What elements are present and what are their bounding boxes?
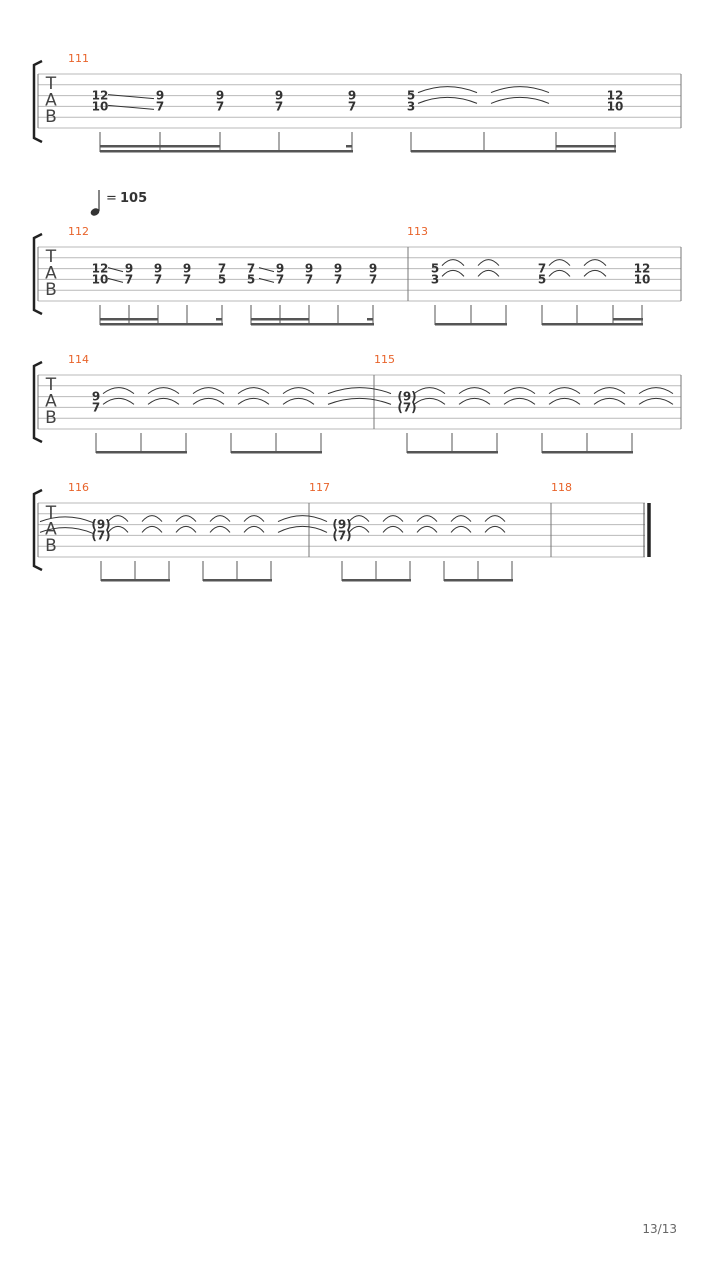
- fret-number: 7: [215, 99, 225, 114]
- measure-number: 117: [309, 481, 330, 494]
- fret-number: 9: [347, 88, 357, 103]
- tie-arc: [283, 398, 314, 404]
- tie-arc: [142, 516, 162, 522]
- page-number: 13/13: [642, 1222, 677, 1236]
- tie-arc: [459, 388, 490, 394]
- tie-arc: [478, 260, 499, 266]
- fret-number: 7: [347, 99, 357, 114]
- beam: [101, 579, 170, 582]
- fret-number: 12: [91, 261, 109, 276]
- tie-arc: [594, 388, 625, 394]
- beam: [542, 323, 643, 326]
- tab-clef-letter: B: [45, 408, 57, 428]
- fret-number: 7: [217, 261, 227, 276]
- fret-number: 3: [406, 99, 416, 114]
- tie-arc: [176, 526, 196, 532]
- tie-arc: [238, 388, 269, 394]
- fret-number: (7): [91, 528, 111, 543]
- beam: [231, 451, 322, 454]
- tie-arc: [639, 398, 673, 404]
- tie-arc: [418, 87, 477, 93]
- beam-secondary: [367, 318, 373, 321]
- fret-number: 5: [537, 272, 547, 287]
- fret-number: 3: [430, 272, 440, 287]
- beam: [342, 579, 411, 582]
- tie-arc: [478, 270, 499, 276]
- tie-arc: [451, 526, 471, 532]
- tie-arc: [244, 526, 264, 532]
- fret-number: 7: [274, 99, 284, 114]
- tie-arc: [349, 526, 369, 532]
- beam: [407, 451, 498, 454]
- tie-arc: [549, 388, 580, 394]
- fret-number: 5: [406, 88, 416, 103]
- tie-arc: [459, 398, 490, 404]
- tab-system: [34, 52, 681, 153]
- fret-number: 12: [633, 261, 651, 276]
- tie-arc: [584, 260, 606, 266]
- fret-number: 10: [606, 99, 624, 114]
- fret-number: 7: [91, 400, 101, 415]
- measure-number: 113: [407, 225, 428, 238]
- tab-system: [34, 481, 649, 582]
- tie-arc: [442, 260, 464, 266]
- fret-number: (9): [91, 517, 111, 532]
- beam: [435, 323, 507, 326]
- tie-arc: [594, 398, 625, 404]
- fret-number: 7: [368, 272, 378, 287]
- measure-number: 118: [551, 481, 572, 494]
- fret-number: 7: [155, 99, 165, 114]
- tab-clef-letter: A: [45, 391, 57, 412]
- tie-arc: [210, 516, 230, 522]
- beam: [100, 150, 353, 153]
- tie-arc: [442, 270, 464, 276]
- tie-arc: [176, 516, 196, 522]
- tie-arc: [278, 516, 327, 522]
- fret-number: 9: [91, 389, 101, 404]
- beam: [542, 451, 633, 454]
- fret-number: 12: [91, 88, 109, 103]
- fret-number: 9: [124, 261, 134, 276]
- tie-arc: [383, 526, 403, 532]
- tab-clef-letter: A: [45, 90, 57, 111]
- tie-arc: [549, 270, 570, 276]
- tie-arc: [418, 97, 477, 103]
- fret-number: 7: [537, 261, 547, 276]
- measure-number: 115: [374, 353, 395, 366]
- fret-number: 9: [274, 88, 284, 103]
- tempo-equals: =: [106, 191, 117, 206]
- tempo-marking: [89, 190, 147, 217]
- tab-clef-letter: T: [45, 247, 57, 267]
- fret-number: 7: [182, 272, 192, 287]
- fret-number: 5: [217, 272, 227, 287]
- tie-arc: [108, 516, 128, 522]
- fret-number: (9): [397, 389, 417, 404]
- fret-number: 9: [182, 261, 192, 276]
- beam-secondary: [556, 145, 616, 148]
- beam: [100, 323, 223, 326]
- beam-secondary: [346, 145, 352, 148]
- measure-number: 111: [68, 52, 89, 65]
- beam-secondary: [216, 318, 222, 321]
- fret-number: 5: [430, 261, 440, 276]
- tie-arc: [278, 526, 327, 532]
- measure-number: 114: [68, 353, 89, 366]
- tab-clef-letter: A: [45, 263, 57, 284]
- beam-secondary: [251, 318, 309, 321]
- tie-arc: [549, 398, 580, 404]
- tie-arc: [485, 516, 505, 522]
- tie-arc: [549, 260, 570, 266]
- tie-arc: [417, 516, 437, 522]
- fret-number: 9: [153, 261, 163, 276]
- beam: [203, 579, 272, 582]
- fret-number: 9: [304, 261, 314, 276]
- fret-number: 9: [333, 261, 343, 276]
- beam: [251, 323, 374, 326]
- tie-arc: [414, 398, 445, 404]
- tab-clef-letter: T: [45, 375, 57, 395]
- tie-arc: [108, 526, 128, 532]
- tab-clef-letter: B: [45, 280, 57, 300]
- fret-number: (7): [332, 528, 352, 543]
- fret-number: (9): [332, 517, 352, 532]
- fret-number: 7: [246, 261, 256, 276]
- tie-arc: [417, 526, 437, 532]
- tie-arc: [193, 388, 224, 394]
- tie-arc: [103, 398, 134, 404]
- tie-arc: [193, 398, 224, 404]
- tie-arc: [485, 526, 505, 532]
- beam-secondary: [613, 318, 643, 321]
- fret-number: 9: [155, 88, 165, 103]
- tie-arc: [103, 388, 134, 394]
- tab-system: [34, 225, 681, 326]
- fret-number: 10: [91, 272, 109, 287]
- tie-arc: [639, 388, 673, 394]
- beam-secondary: [100, 145, 220, 148]
- beam-secondary: [100, 318, 158, 321]
- fret-number: 9: [215, 88, 225, 103]
- tab-clef-letter: B: [45, 536, 57, 556]
- tab-clef-letter: B: [45, 107, 57, 127]
- tab-clef-letter: T: [45, 74, 57, 94]
- tab-system: [34, 353, 681, 454]
- fret-number: 7: [304, 272, 314, 287]
- fret-number: 7: [275, 272, 285, 287]
- measure-number: 116: [68, 481, 89, 494]
- tab-clef-letter: T: [45, 503, 57, 523]
- fret-number: 7: [333, 272, 343, 287]
- beam: [444, 579, 513, 582]
- fret-number: 12: [606, 88, 624, 103]
- tie-arc: [451, 516, 471, 522]
- fret-number: 9: [275, 261, 285, 276]
- beam: [96, 451, 187, 454]
- tie-arc: [283, 388, 314, 394]
- tie-arc: [328, 398, 391, 404]
- fret-number: 5: [246, 272, 256, 287]
- tie-arc: [584, 270, 606, 276]
- tie-arc: [349, 516, 369, 522]
- tie-arc: [238, 398, 269, 404]
- tie-arc: [244, 516, 264, 522]
- tie-arc: [328, 388, 391, 394]
- tie-arc: [142, 526, 162, 532]
- fret-number: 10: [91, 99, 109, 114]
- fret-number: 10: [633, 272, 651, 287]
- fret-number: 7: [124, 272, 134, 287]
- beam: [411, 150, 616, 153]
- tab-clef-letter: A: [45, 519, 57, 540]
- tie-arc: [148, 398, 179, 404]
- tie-arc: [148, 388, 179, 394]
- fret-number: (7): [397, 400, 417, 415]
- tie-arc: [504, 388, 535, 394]
- tempo-value: 105: [120, 191, 148, 206]
- measure-number: 112: [68, 225, 89, 238]
- tie-arc: [504, 398, 535, 404]
- tie-arc: [491, 87, 549, 93]
- fret-number: 9: [368, 261, 378, 276]
- tie-arc: [414, 388, 445, 394]
- tie-arc: [210, 526, 230, 532]
- tie-arc: [383, 516, 403, 522]
- tie-arc: [491, 97, 549, 103]
- fret-number: 7: [153, 272, 163, 287]
